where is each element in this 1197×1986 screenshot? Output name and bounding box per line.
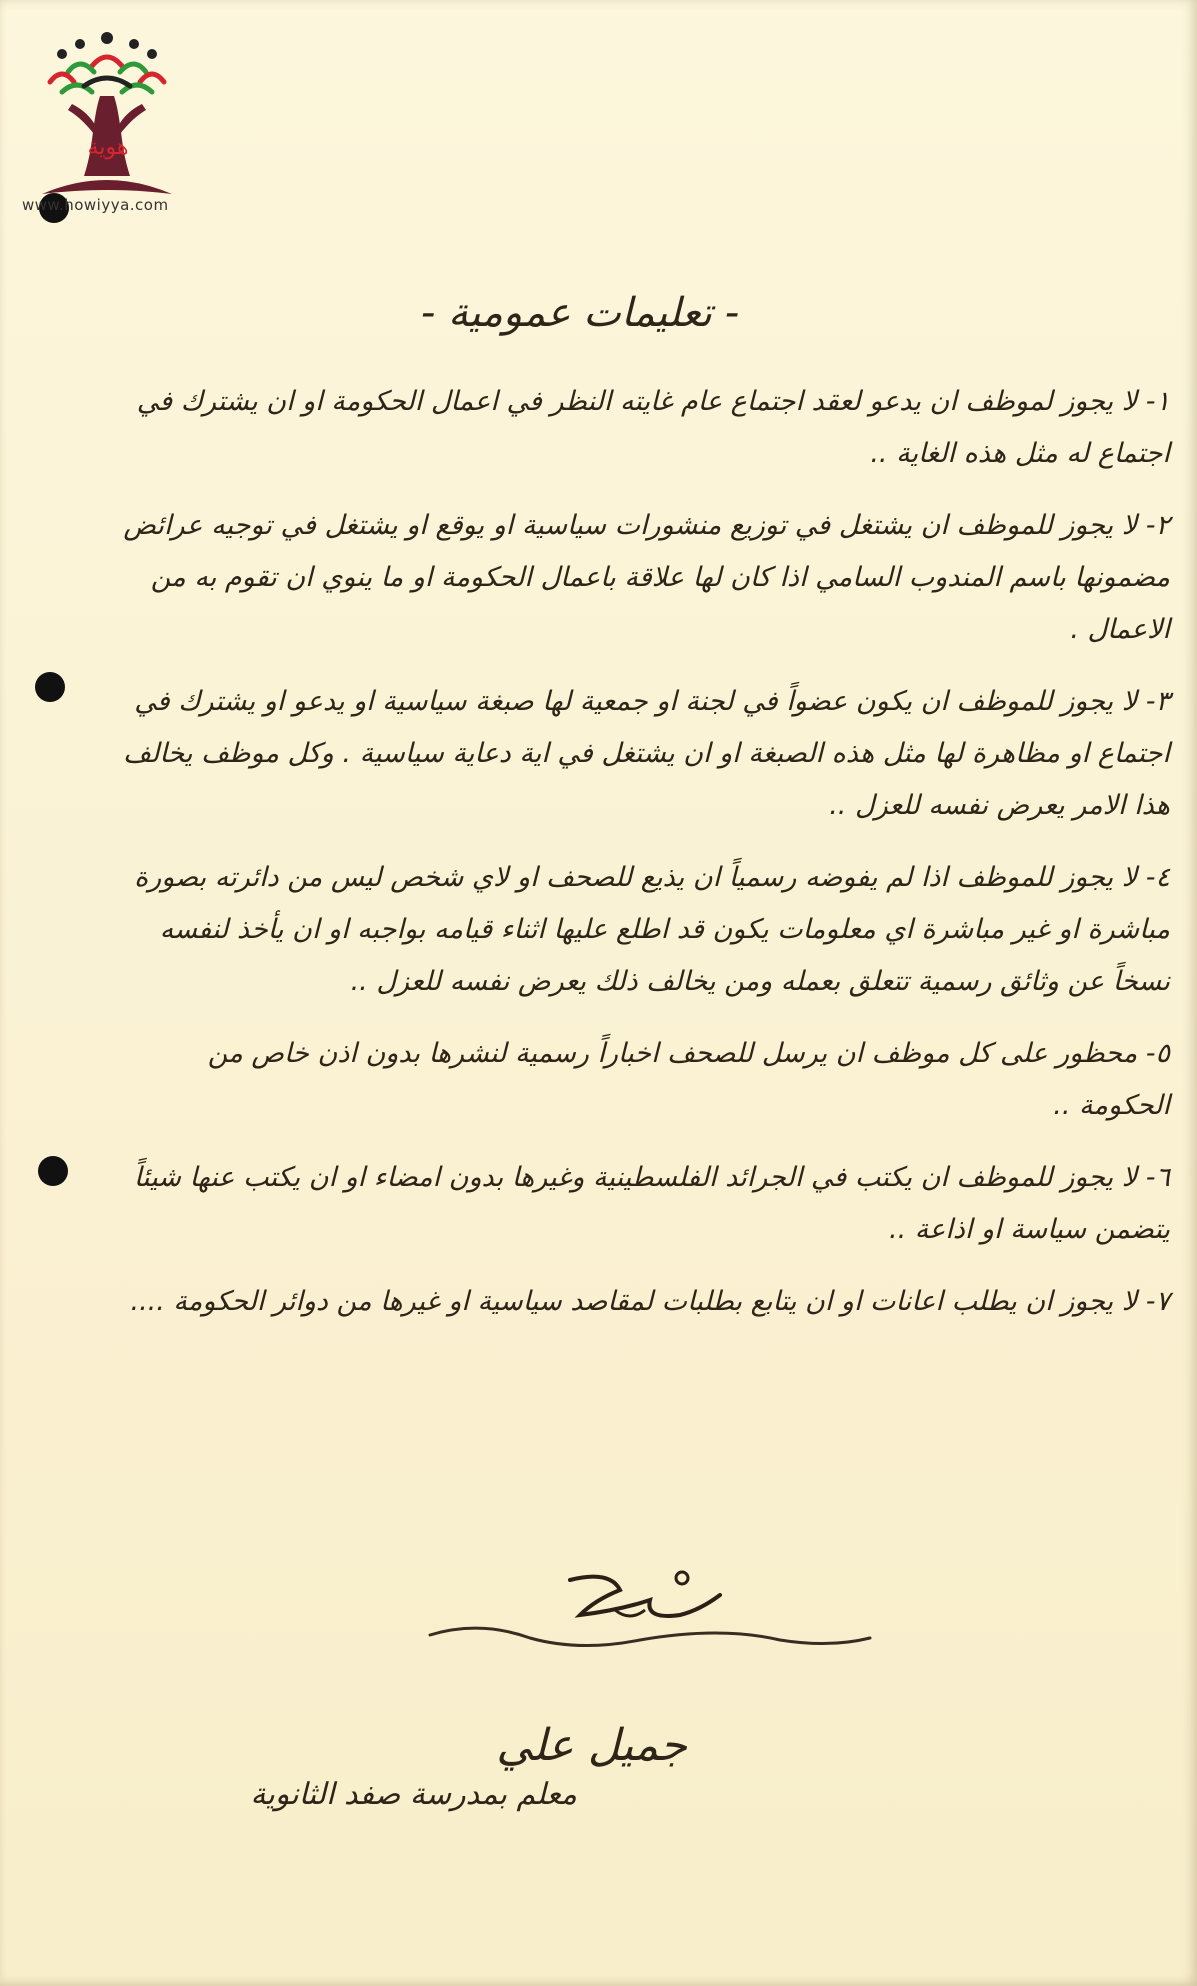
signer-block — [57, 1720, 687, 1812]
punch-hole-bottom — [38, 1156, 68, 1186]
instruction-item-1: ١- لا يجوز لموظف ان يدعو لعقد اجتماع عام غايته النظر في اعمال الحكومة او ان يشترك في اجتماع له مثل هذه الغاية .. — [136, 386, 1170, 469]
signer-name: جميل علي — [496, 1720, 687, 1771]
signer-role: معلم بمدرسة صفد الثانوية — [250, 1777, 577, 1812]
instruction-item-2: ٢- لا يجوز للموظف ان يشتغل في توزيع منشورات سياسية او يوقع او يشتغل في توجيه عرائض مضمونها باسم المندوب السامي اذا كان لها علاقة باعمال الحكومة او ما ينوي ان تقوم به من الاعمال . — [123, 510, 1170, 645]
instruction-item-7: ٧- لا يجوز ان يطلب اعانات او ان يتابع بطلبات لمقاصد سياسية او غيرها من دوائر الحكومة .... — [130, 1286, 1170, 1317]
logo-wordmark: هوية — [87, 135, 129, 160]
instruction-item-3: ٣- لا يجوز للموظف ان يكون عضواً في لجنة او جمعية لها صبغة سياسية او يدعو او يشترك في اجتماع او مظاهرة لها مثل هذه الصبغة او ان يشتغل في اية دعاية سياسية . وكل موظف يخالف هذا الامر يعرض نفسه للعزل .. — [123, 686, 1170, 821]
instruction-item-4: ٤- لا يجوز للموظف اذا لم يفوضه رسمياً ان يذيع للصحف او لاي شخص ليس من دائرته بصورة مباشرة او غير مباشرة اي معلومات يكون قد اطلع عليها اثناء قيامه بواجبه او ان يأخذ لنفسه نسخاً عن وثائق رسمية تتعلق بعمله ومن يخالف ذلك يعرض نفسه للعزل .. — [134, 862, 1170, 997]
instruction-item-6: ٦- لا يجوز للموظف ان يكتب في الجرائد الفلسطينية وغيرها بدون امضاء او ان يكتب عنها شيئاً يتضمن سياسة او اذاعة .. — [133, 1162, 1170, 1245]
instruction-item-5: ٥- محظور على كل موظف ان يرسل للصحف اخباراً رسمية لنشرها بدون اذن خاص من الحكومة .. — [207, 1038, 1170, 1121]
document-body — [110, 290, 1170, 1348]
punch-hole-middle — [35, 672, 65, 702]
people-figures — [50, 32, 164, 92]
handwritten-initials — [420, 1560, 880, 1670]
document-title: - تعليمات عمومية - — [420, 290, 740, 336]
family-tree-logo — [22, 26, 192, 216]
logo-url[interactable]: www.howiyya.com — [22, 196, 169, 214]
